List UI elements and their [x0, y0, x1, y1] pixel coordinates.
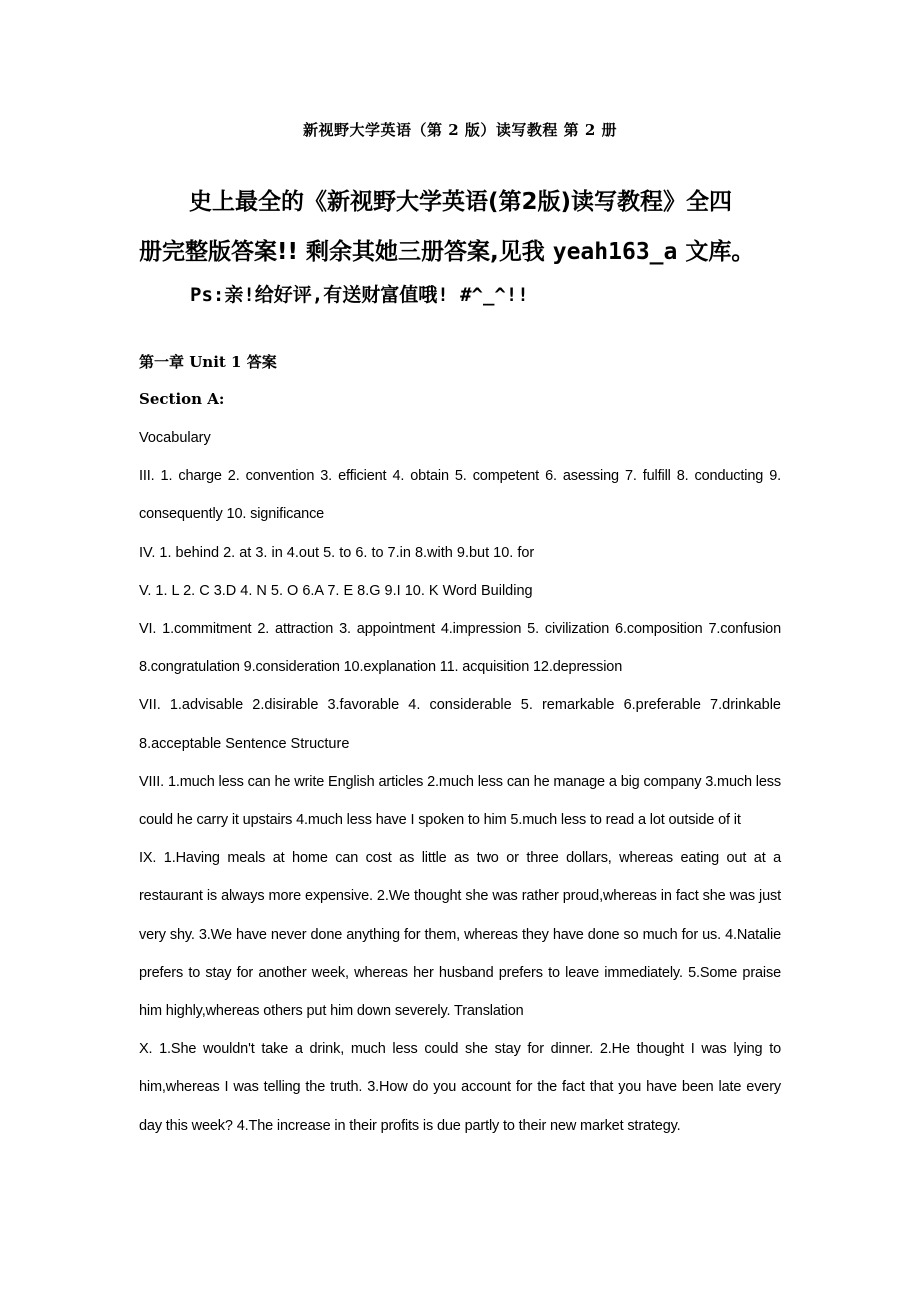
- paragraph-exercise-vii: VII. 1.advisable 2.disirable 3.favorable 4. considerable 5. remarkable 6.preferable 7.drinkable 8.acceptable Sentence Structure: [139, 697, 781, 752]
- answer-body: [139, 419, 781, 1145]
- page-header-title: 新视野大学英语（第 2 版）读写教程 第 2 册: [303, 121, 617, 139]
- paragraph-vocabulary-heading: Vocabulary: [139, 430, 211, 446]
- paragraph-exercise-vi: VI. 1.commitment 2. attraction 3. appointment 4.impression 5. civilization 6.composition 7.confusion 8.congratulation 9.consideration 10.explanation 11. acquisition 12.depression: [139, 621, 781, 676]
- promo-block: [139, 177, 784, 277]
- paragraph-exercise-ix: IX. 1.Having meals at home can cost as little as two or three dollars, whereas eating out at a restaurant is always more expensive. 2.We thought she was rather proud,whereas in fact she was just very shy. 3.We have never done anything for them, whereas they have done so much for us. 4.Natalie prefers to stay for another week, whereas her husband prefers to leave immediately. 5.Some praise him highly,whereas others put him down severely. Translation: [139, 850, 781, 1020]
- promo-line-2-suffix: 文库。: [677, 239, 755, 265]
- promo-line-2: [139, 227, 784, 277]
- promo-line-1: 史上最全的《新视野大学英语(第2版)读写教程》全四: [189, 189, 733, 215]
- paragraph-exercise-viii: VIII. 1.much less can he write English articles 2.much less can he manage a big company 3.much less could he carry it upstairs 4.much less have I spoken to him 5.much less to read a lot outside of it: [139, 773, 781, 829]
- promo-username: yeah163_a: [552, 239, 678, 265]
- promo-line-2-prefix: 册完整版答案!! 剩余其她三册答案,见我: [139, 239, 553, 265]
- promo-ps-note: Ps:亲!给好评,有送财富值哦! #^_^!!: [190, 284, 529, 306]
- chapter-title: 第一章 Unit 1 答案: [139, 353, 277, 371]
- paragraph-exercise-iv: IV. 1. behind 2. at 3. in 4.out 5. to 6. to 7.in 8.with 9.but 10. for: [139, 544, 535, 561]
- paragraph-exercise-x: X. 1.She wouldn't take a drink, much less could she stay for dinner. 2.He thought I was lying to him,whereas I was telling the truth. 3.How do you account for the fact that you have been late every day this week? 4.The increase in their profits is due partly to their new market strategy.: [139, 1041, 781, 1134]
- paragraph-exercise-iii: III. 1. charge 2. convention 3. efficient 4. obtain 5. competent 6. asessing 7. fulfill 8. conducting 9. consequently 10. significance: [139, 468, 781, 523]
- section-title: Section A:: [139, 390, 225, 408]
- paragraph-exercise-v: V. 1. L 2. C 3.D 4. N 5. O 6.A 7. E 8.G 9.I 10. K Word Building: [139, 582, 533, 599]
